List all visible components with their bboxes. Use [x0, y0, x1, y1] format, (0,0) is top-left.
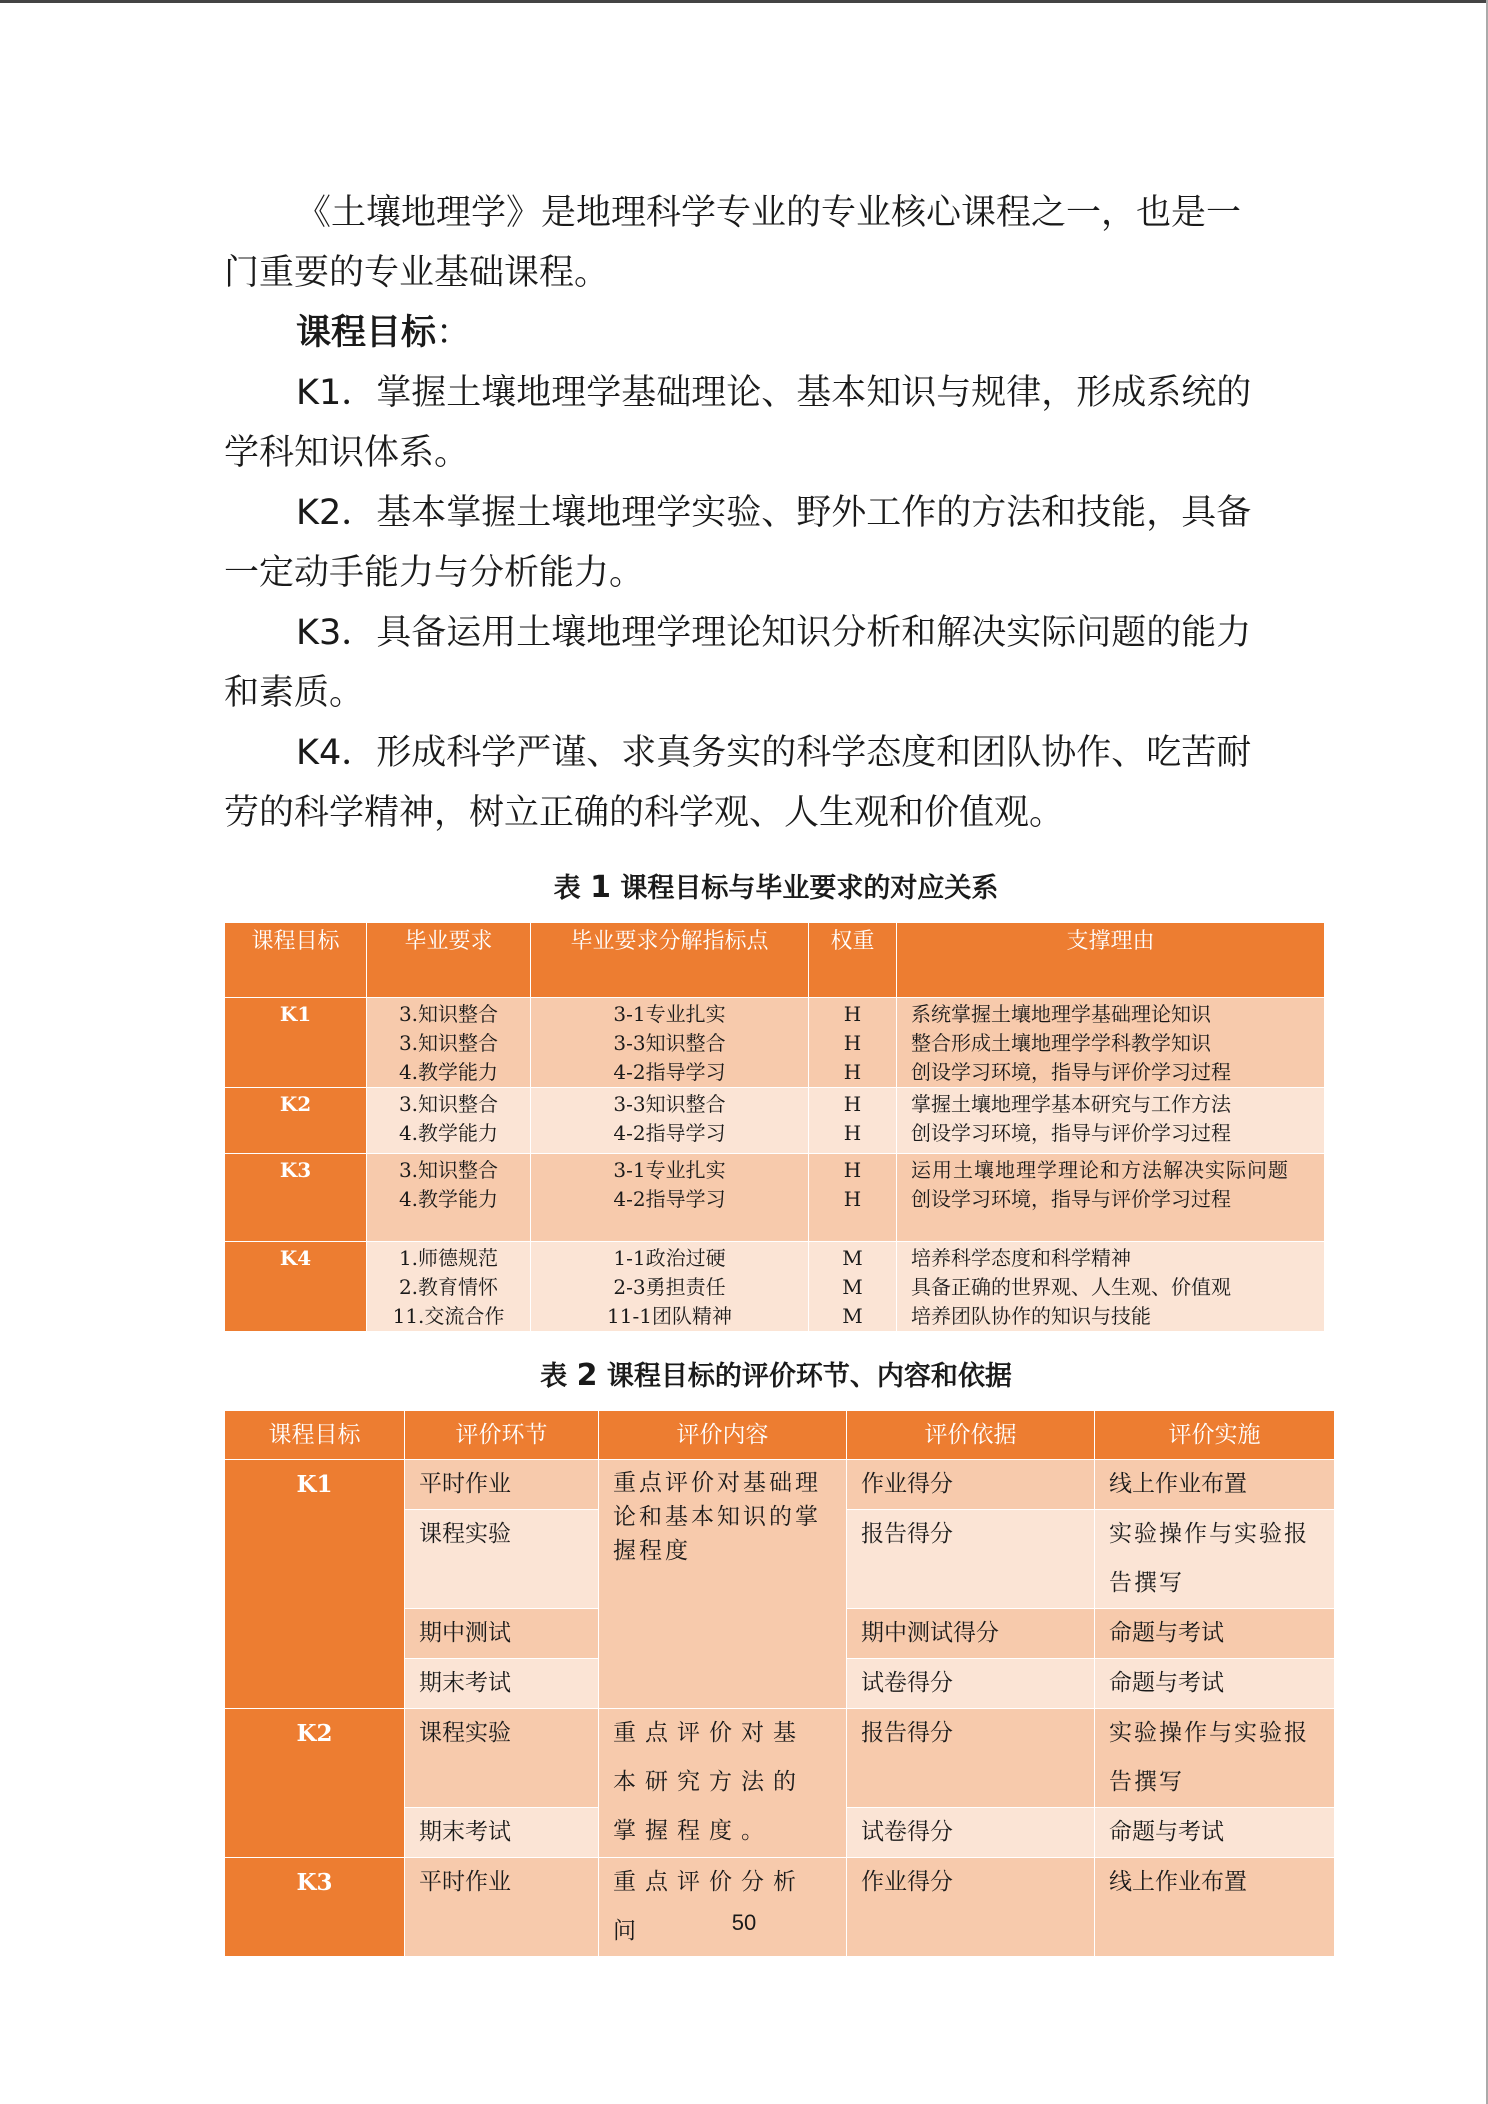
reason-cell	[897, 1154, 1325, 1242]
stage-cell: 课程实验	[405, 1709, 599, 1808]
reason-cell	[897, 998, 1325, 1088]
target-cell: K3	[225, 1858, 405, 1957]
requirement-line: 2.教育情怀	[398, 1275, 499, 1299]
indicator-cell	[531, 1242, 809, 1332]
content-cell: 重点评价对基础理论和基本知识的掌握程度	[599, 1460, 847, 1709]
reason-line: 培养团队协作的知识与技能	[911, 1304, 1151, 1328]
requirement-line: 4.教学能力	[398, 1121, 499, 1145]
weight-line: M	[842, 1246, 863, 1270]
indicator-line: 3-1专业扎实	[613, 1002, 726, 1026]
page-number: 50	[731, 1910, 757, 1935]
weight-cell	[809, 998, 897, 1088]
implementation-cell: 命题与考试	[1095, 1659, 1335, 1709]
implementation-cell: 线上作业布置	[1095, 1460, 1335, 1510]
objectives-heading-label: 课程目标	[296, 313, 437, 353]
reason-line: 培养科学态度和科学精神	[911, 1246, 1131, 1270]
table2-header-cell: 课程目标	[225, 1411, 405, 1460]
target-cell: K3	[225, 1154, 367, 1242]
basis-cell: 作业得分	[847, 1858, 1095, 1957]
requirement-line: 3.知识整合	[398, 1002, 499, 1026]
target-cell: K1	[225, 998, 367, 1088]
table2-caption-prefix: 表	[540, 1361, 568, 1392]
stage-cell: 期末考试	[405, 1808, 599, 1858]
table-row	[225, 998, 1325, 1088]
table1	[224, 922, 1325, 1332]
stage-cell: 平时作业	[405, 1460, 599, 1510]
reason-line: 整合形成土壤地理学学科教学知识	[911, 1031, 1211, 1055]
reason-line: 创设学习环境，指导与评价学习过程	[911, 1187, 1231, 1211]
weight-line: H	[843, 1031, 862, 1055]
table-row	[225, 1154, 1325, 1242]
reason-line: 运用土壤地理学理论和方法解决实际问题	[911, 1158, 1289, 1182]
target-cell: K1	[225, 1460, 405, 1709]
indicator-line: 4-2指导学习	[613, 1121, 726, 1145]
stage-cell: 期中测试	[405, 1609, 599, 1659]
stage-cell: 期末考试	[405, 1659, 599, 1709]
reason-cell	[897, 1088, 1325, 1154]
implementation-cell: 命题与考试	[1095, 1808, 1335, 1858]
table2-header-cell: 评价实施	[1095, 1411, 1335, 1460]
reason-line: 创设学习环境，指导与评价学习过程	[911, 1060, 1231, 1084]
weight-line: H	[843, 1158, 862, 1182]
table1-caption-text: 课程目标与毕业要求的对应关系	[620, 873, 999, 904]
indicator-cell	[531, 1088, 809, 1154]
basis-cell: 作业得分	[847, 1460, 1095, 1510]
weight-cell	[809, 1242, 897, 1332]
implementation-cell: 实验操作与实验报告撰写	[1095, 1510, 1335, 1609]
weight-line: H	[843, 1060, 862, 1084]
content-cell: 重点评价对基本研究方法的掌握程度。	[599, 1709, 847, 1858]
basis-cell: 试卷得分	[847, 1808, 1095, 1858]
objective-k1: K1．掌握土壤地理学基础理论、基本知识与规律，形成系统的学科知识体系。	[224, 373, 1252, 473]
reason-line: 掌握土壤地理学基本研究与工作方法	[911, 1092, 1231, 1116]
weight-line: H	[843, 1121, 862, 1145]
indicator-line: 1-1政治过硬	[613, 1246, 726, 1270]
indicator-line: 11-1团队精神	[607, 1304, 732, 1328]
indicator-line: 2-3勇担责任	[613, 1275, 726, 1299]
table1-caption	[224, 866, 1328, 905]
requirement-line: 11.交流合作	[392, 1304, 505, 1328]
implementation-cell: 实验操作与实验报告撰写	[1095, 1709, 1335, 1808]
target-cell: K2	[225, 1088, 367, 1154]
basis-cell: 报告得分	[847, 1510, 1095, 1609]
page-top-border	[0, 0, 1488, 3]
table1-header-cell: 支撑理由	[897, 923, 1325, 998]
table-row	[225, 1088, 1325, 1154]
table2-caption-text: 课程目标的评价环节、内容和依据	[606, 1361, 1012, 1392]
weight-line: H	[843, 1187, 862, 1211]
stage-cell: 平时作业	[405, 1858, 599, 1957]
implementation-cell: 线上作业布置	[1095, 1858, 1335, 1957]
table1-header-row	[225, 923, 1325, 998]
weight-cell	[809, 1088, 897, 1154]
table2-header-row	[225, 1411, 1335, 1460]
basis-cell: 报告得分	[847, 1709, 1095, 1808]
requirement-line: 3.知识整合	[398, 1092, 499, 1116]
stage-cell: 课程实验	[405, 1510, 599, 1609]
indicator-line: 3-3知识整合	[613, 1092, 726, 1116]
indicator-line: 4-2指导学习	[613, 1187, 726, 1211]
body-text	[224, 183, 1264, 843]
objectives-heading-colon: ：	[436, 313, 472, 353]
table2-caption-number: 2	[576, 1358, 598, 1393]
table-row	[225, 1858, 1335, 1957]
objective-k2: K2．基本掌握土壤地理学实验、野外工作的方法和技能，具备一定动手能力与分析能力。	[224, 493, 1252, 593]
intro-paragraph: 《土壤地理学》是地理科学专业的专业核心课程之一，也是一门重要的专业基础课程。	[224, 193, 1242, 293]
objectives-heading	[224, 303, 1264, 363]
reason-cell	[897, 1242, 1325, 1332]
weight-line: H	[843, 1002, 862, 1026]
table1-header-cell: 权重	[809, 923, 897, 998]
requirement-cell	[367, 1242, 531, 1332]
indicator-line: 3-3知识整合	[613, 1031, 726, 1055]
requirement-cell	[367, 998, 531, 1088]
indicator-line: 4-2指导学习	[613, 1060, 726, 1084]
table1-caption-prefix: 表	[553, 873, 581, 904]
indicator-line: 3-1专业扎实	[613, 1158, 726, 1182]
table2	[224, 1410, 1335, 1957]
table2-header-cell: 评价环节	[405, 1411, 599, 1460]
implementation-cell: 命题与考试	[1095, 1609, 1335, 1659]
weight-cell	[809, 1154, 897, 1242]
indicator-cell	[531, 998, 809, 1088]
reason-line: 系统掌握土壤地理学基础理论知识	[911, 1002, 1211, 1026]
table2-header-cell: 评价内容	[599, 1411, 847, 1460]
objective-k3: K3．具备运用土壤地理学理论知识分析和解决实际问题的能力和素质。	[224, 613, 1252, 713]
requirement-line: 4.教学能力	[398, 1187, 499, 1211]
table1-header-cell: 课程目标	[225, 923, 367, 998]
reason-line: 创设学习环境，指导与评价学习过程	[911, 1121, 1231, 1145]
table2-header-cell: 评价依据	[847, 1411, 1095, 1460]
weight-line: H	[843, 1092, 862, 1116]
target-cell: K4	[225, 1242, 367, 1332]
table-row	[225, 1709, 1335, 1808]
basis-cell: 试卷得分	[847, 1659, 1095, 1709]
table1-header-cell: 毕业要求	[367, 923, 531, 998]
requirement-line: 3.知识整合	[398, 1031, 499, 1055]
table1-caption-number: 1	[590, 870, 611, 905]
indicator-cell	[531, 1154, 809, 1242]
table-row	[225, 1242, 1325, 1332]
reason-line: 具备正确的世界观、人生观、价值观	[911, 1275, 1231, 1299]
objective-k4: K4．形成科学严谨、求真务实的科学态度和团队协作、吃苦耐劳的科学精神，树立正确的科学观、人生观和价值观。	[224, 733, 1252, 833]
requirement-line: 4.教学能力	[398, 1060, 499, 1084]
requirement-cell	[367, 1154, 531, 1242]
requirement-line: 1.师德规范	[398, 1246, 499, 1270]
content-cell: 重点评价分析问	[599, 1858, 847, 1957]
basis-cell: 期中测试得分	[847, 1609, 1095, 1659]
requirement-line: 3.知识整合	[398, 1158, 499, 1182]
target-cell: K2	[225, 1709, 405, 1858]
table2-caption	[224, 1354, 1328, 1393]
weight-line: M	[842, 1275, 863, 1299]
table-row	[225, 1460, 1335, 1510]
weight-line: M	[842, 1304, 863, 1328]
table1-header-cell: 毕业要求分解指标点	[531, 923, 809, 998]
requirement-cell	[367, 1088, 531, 1154]
